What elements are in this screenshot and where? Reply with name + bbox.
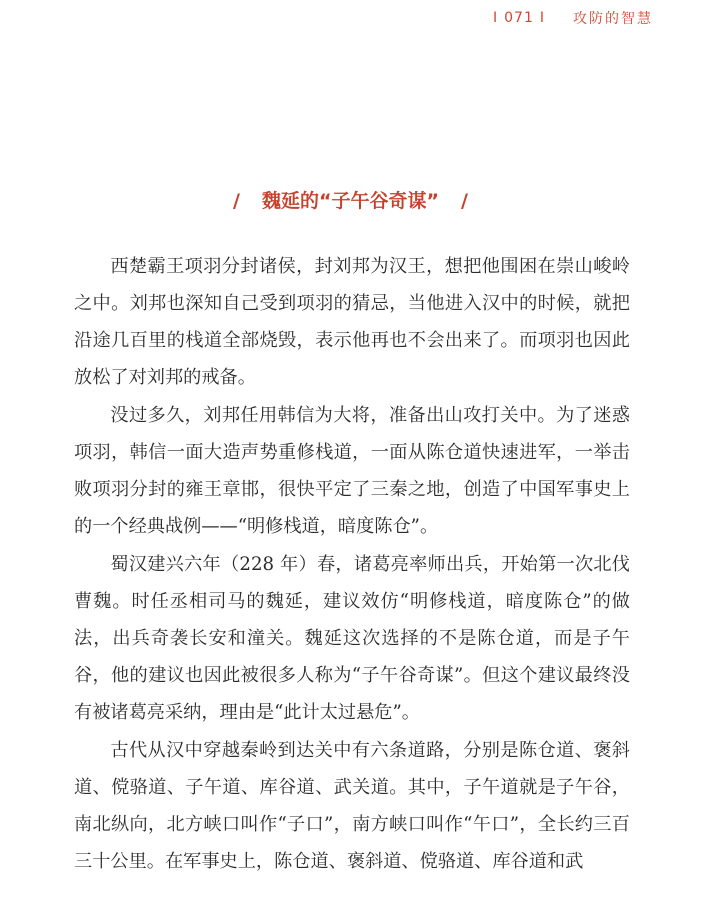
paragraph: 古代从汉中穿越秦岭到达关中有六条道路，分别是陈仓道、褒斜道、傥骆道、子午道、库谷道、武关道。其中，子午道就是子午谷，南北纵向，北方峡口叫作“子口”，南方峡口叫作“午口”，全长约三百三十公里。在军事史上，陈仓道、褒斜道、傥骆道、库谷道和武: [74, 740, 630, 872]
title-text: 魏延的“子午谷奇谋”: [262, 190, 439, 212]
header-separator-right: I: [539, 10, 545, 26]
paragraph: 没过多久，刘邦任用韩信为大将，准备出山攻打关中。为了迷惑项羽，韩信一面大造声势重修栈道，一面从陈仓道快速进军，一举击败项羽分封的雍王章邯，很快平定了三秦之地，创造了中国军事史上的一个经典战例——“明修栈道，暗度陈仓”。: [74, 405, 630, 537]
paragraph: 西楚霸王项羽分封诸侯，封刘邦为汉王，想把他围困在崇山峻岭之中。刘邦也深知自己受到项羽的猜忌，当他进入汉中的时候，就把沿途几百里的栈道全部烧毁，表示他再也不会出来了。而项羽也因此放松了对刘邦的戒备。: [74, 256, 630, 388]
title-slash-left: /: [233, 190, 240, 212]
running-header: [487, 8, 653, 28]
section-title: [0, 186, 701, 213]
paragraph: 蜀汉建兴六年（228 年）春，诸葛亮率师出兵，开始第一次北伐曹魏。时任丞相司马的魏延，建议效仿“明修栈道，暗度陈仓”的做法，出兵奇袭长安和潼关。魏延这次选择的不是陈仓道，而是子午谷，他的建议也因此被很多人称为“子午谷奇谋”。但这个建议最终没有被诸葛亮采纳，理由是“此计太过悬危”。: [74, 554, 630, 723]
title-slash-right: /: [460, 190, 468, 212]
article-body: [74, 248, 630, 881]
header-separator-left: I: [492, 10, 499, 26]
page-number: 071: [504, 10, 534, 26]
book-title: 攻防的智慧: [573, 11, 653, 27]
